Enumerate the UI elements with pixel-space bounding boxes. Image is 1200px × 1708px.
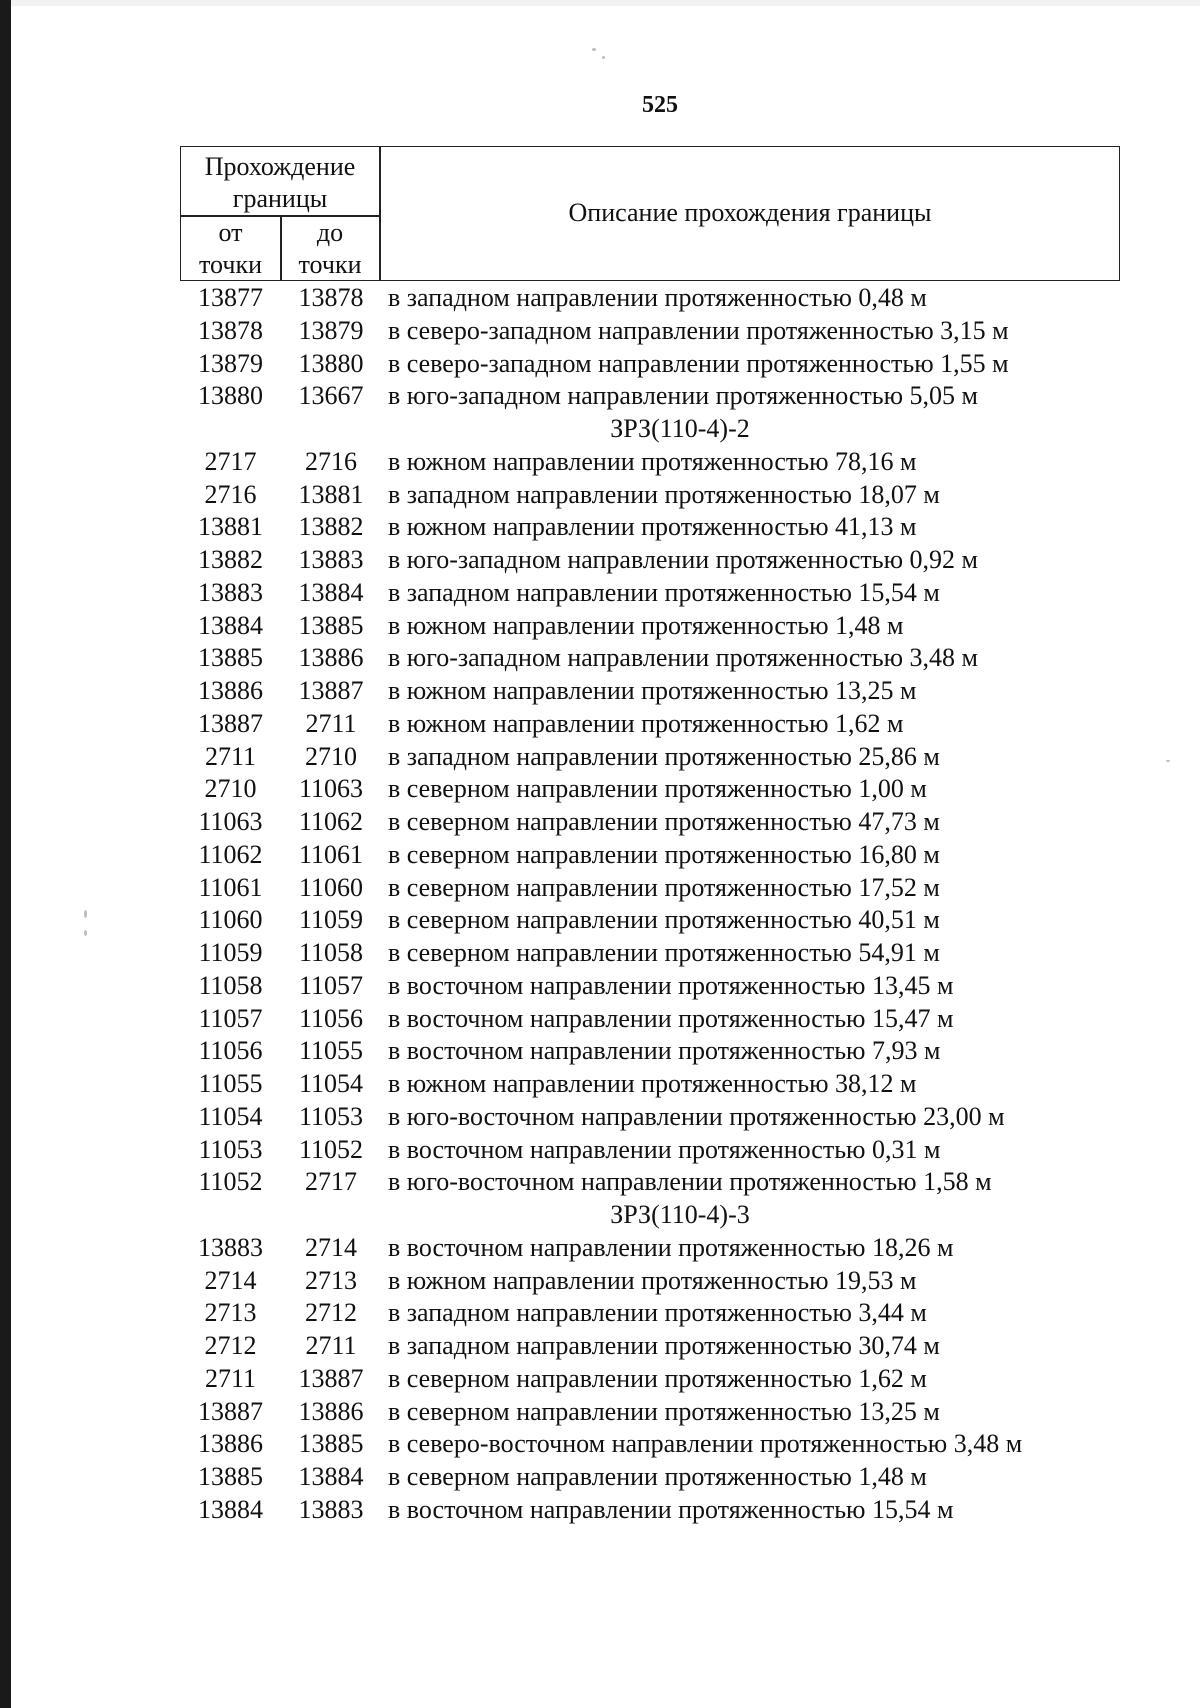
table-row: [180, 1461, 1120, 1494]
to-point: 13887: [298, 1363, 364, 1393]
boundary-description: в юго-западном направлении протяженностью 0,92 м: [388, 545, 978, 574]
from-point: 11052: [198, 1167, 263, 1197]
to-point: 2717: [305, 1167, 357, 1197]
boundary-description: в южном направлении протяженностью 1,62 м: [388, 708, 904, 738]
table-row: [180, 937, 1120, 970]
boundary-description: в северном направлении протяженностью 1,62 м: [388, 1363, 927, 1393]
table-row: [180, 708, 1120, 741]
from-point: 13880: [198, 381, 263, 411]
boundary-description: в северном направлении протяженностью 1,48 м: [388, 1462, 927, 1491]
from-point: 13885: [198, 1462, 263, 1491]
table-row: [180, 282, 1120, 315]
section-heading: ЗРЗ(110-4)-3: [610, 1200, 750, 1229]
boundary-description: в юго-восточном направлении протяженностью 23,00 м: [388, 1101, 1005, 1131]
to-point: 2713: [305, 1265, 357, 1295]
from-point: 2711: [204, 1363, 257, 1393]
boundary-description: в северо-западном направлении протяженностью 3,15 м: [388, 315, 1009, 345]
from-point: 11055: [198, 1069, 263, 1098]
from-point: 13878: [198, 315, 263, 345]
to-point: 13879: [298, 315, 364, 345]
to-point: 13887: [298, 676, 364, 705]
from-point: 11054: [198, 1101, 263, 1131]
from-point: 11059: [198, 938, 263, 967]
to-point: 11062: [298, 807, 364, 836]
to-point: 11054: [298, 1069, 364, 1098]
table-row: [180, 773, 1120, 806]
from-point: 11060: [198, 905, 263, 935]
boundary-description: в юго-западном направлении протяженностью 3,48 м: [388, 643, 978, 673]
table-row: [180, 511, 1120, 544]
table-row: [180, 1166, 1120, 1199]
boundary-description: в северо-западном направлении протяженностью 1,55 м: [388, 348, 1009, 378]
to-point: 13882: [298, 512, 364, 542]
boundary-description: в юго-восточном направлении протяженностью 1,58 м: [388, 1167, 992, 1197]
from-point: 11057: [198, 1003, 263, 1033]
from-point: 11061: [198, 872, 263, 902]
boundary-description: в южном направлении протяженностью 13,25 м: [388, 676, 917, 705]
boundary-description: в северном направлении протяженностью 17,52 м: [388, 872, 940, 902]
from-point: 2713: [204, 1298, 257, 1328]
boundary-description: в западном направлении протяженностью 0,48 м: [388, 283, 927, 312]
boundary-description: в северном направлении протяженностью 40,51 м: [388, 905, 940, 935]
to-point: 11053: [298, 1101, 364, 1131]
from-point: 13883: [198, 1232, 263, 1262]
table-row: [180, 642, 1120, 675]
boundary-description: в восточном направлении протяженностью 18,26 м: [388, 1232, 954, 1262]
scan-speck: [592, 48, 596, 51]
section-heading: ЗРЗ(110-4)-2: [610, 414, 750, 443]
table-row: [180, 544, 1120, 577]
header-passage: Прохождение границы: [204, 152, 356, 213]
table-row: [180, 1428, 1120, 1461]
to-point: 13885: [298, 610, 364, 640]
scan-speck: [84, 910, 87, 918]
to-point: 11056: [298, 1003, 364, 1033]
to-point: 11061: [298, 839, 364, 869]
to-point: 2716: [305, 446, 357, 476]
boundary-description: в западном направлении протяженностью 30,74 м: [388, 1331, 940, 1360]
from-point: 13886: [198, 676, 263, 705]
boundary-description: в северо-восточном направлении протяженностью 3,48 м: [388, 1429, 1023, 1459]
table-header: [180, 146, 1120, 281]
table-row: [180, 1297, 1120, 1330]
from-point: 2712: [204, 1331, 257, 1360]
from-point: 13879: [198, 348, 263, 378]
boundary-description: в западном направлении протяженностью 15,54 м: [388, 577, 940, 607]
to-point: 2712: [305, 1298, 357, 1328]
to-point: 11055: [298, 1036, 364, 1066]
to-point: 13885: [298, 1429, 364, 1459]
to-point: 13884: [298, 577, 364, 607]
table-body: [180, 282, 1120, 1527]
table-row: [180, 1396, 1120, 1429]
to-point: 11063: [298, 774, 364, 804]
from-point: 13877: [198, 283, 263, 312]
from-point: 13883: [198, 577, 263, 607]
boundary-description: в южном направлении протяженностью 19,53 м: [388, 1265, 917, 1295]
table-row: [180, 1134, 1120, 1167]
boundary-description: в южном направлении протяженностью 38,12 м: [388, 1069, 917, 1098]
table-row: [180, 1330, 1120, 1363]
to-point: 11059: [298, 905, 364, 935]
to-point: 13883: [298, 545, 364, 574]
boundary-description: в восточном направлении протяженностью 15,54 м: [388, 1494, 954, 1524]
table-row: [180, 446, 1120, 479]
table-row: [180, 839, 1120, 872]
header-from: от точки: [199, 218, 262, 279]
boundary-description: в южном направлении протяженностью 78,16 м: [388, 446, 917, 476]
table-row: [180, 904, 1120, 937]
from-point: 2710: [204, 774, 257, 804]
to-point: 13886: [298, 1396, 364, 1426]
to-point: 2711: [305, 1331, 357, 1360]
boundary-description: в северном направлении протяженностью 54,91 м: [388, 938, 940, 967]
boundary-description: в северном направлении протяженностью 47,73 м: [388, 807, 940, 836]
to-point: 13886: [298, 643, 364, 673]
from-point: 13882: [198, 545, 263, 574]
table-row: [180, 741, 1120, 774]
header-to: до точки: [298, 218, 362, 279]
boundary-description: в восточном направлении протяженностью 0,31 м: [388, 1134, 941, 1164]
from-point: 11053: [198, 1134, 263, 1164]
table-row: [180, 675, 1120, 708]
boundary-description: в северном направлении протяженностью 1,00 м: [388, 774, 927, 804]
table-row: [180, 1494, 1120, 1527]
scan-speck: [602, 56, 605, 59]
table-row: [180, 577, 1120, 610]
from-point: 13881: [198, 512, 263, 542]
from-point: 11063: [198, 807, 263, 836]
from-point: 13887: [198, 1396, 263, 1426]
table-row: [180, 1101, 1120, 1134]
from-point: 13884: [198, 610, 263, 640]
from-point: 11062: [198, 839, 263, 869]
to-point: 11058: [298, 938, 364, 967]
to-point: 13878: [298, 283, 364, 312]
to-point: 2711: [305, 708, 357, 738]
table-row: [180, 1232, 1120, 1265]
table-row: [180, 970, 1120, 1003]
table-row: [180, 1068, 1120, 1101]
from-point: 2717: [204, 446, 257, 476]
scan-speck: [1166, 760, 1170, 762]
from-point: 2716: [204, 479, 257, 509]
from-point: 13885: [198, 643, 263, 673]
page-number: 525: [642, 92, 678, 118]
boundary-description: в восточном направлении протяженностью 7,93 м: [388, 1036, 941, 1066]
table-row: [180, 806, 1120, 839]
header-description: Описание прохождения границы: [568, 198, 932, 227]
to-point: 2710: [305, 741, 357, 771]
to-point: 13883: [298, 1494, 364, 1524]
table-row: [180, 380, 1120, 413]
table-row: [180, 872, 1120, 905]
table-row: [180, 479, 1120, 512]
to-point: 13667: [298, 381, 364, 411]
boundary-description: в северном направлении протяженностью 16,80 м: [388, 839, 940, 869]
boundary-description: в юго-западном направлении протяженностью 5,05 м: [388, 381, 978, 411]
from-point: 11056: [198, 1036, 263, 1066]
to-point: 13881: [298, 479, 364, 509]
boundary-description: в южном направлении протяженностью 1,48 м: [388, 610, 904, 640]
from-point: 13887: [198, 708, 263, 738]
table-row: [180, 1363, 1120, 1396]
boundary-description: в западном направлении протяженностью 25,86 м: [388, 741, 940, 771]
from-point: 2711: [204, 741, 257, 771]
to-point: 13880: [298, 348, 364, 378]
from-point: 13886: [198, 1429, 263, 1459]
boundary-description: в южном направлении протяженностью 41,13 м: [388, 512, 917, 542]
boundary-description: в западном направлении протяженностью 18,07 м: [388, 479, 940, 509]
to-point: 11052: [298, 1134, 364, 1164]
to-point: 11057: [298, 970, 364, 1000]
table-row: [180, 1265, 1120, 1298]
scan-left-edge: [0, 0, 11, 1708]
to-point: 2714: [305, 1232, 357, 1262]
boundary-description: в северном направлении протяженностью 13,25 м: [388, 1396, 940, 1426]
table-row: [180, 1035, 1120, 1068]
from-point: 11058: [198, 970, 263, 1000]
table-row: [180, 348, 1120, 381]
to-point: 11060: [298, 872, 364, 902]
scan-speck: [84, 930, 87, 936]
boundary-description: в восточном направлении протяженностью 13,45 м: [388, 970, 954, 1000]
from-point: 2714: [204, 1265, 257, 1295]
table-row: [180, 315, 1120, 348]
table-row: [180, 1003, 1120, 1036]
boundary-description: в западном направлении протяженностью 3,44 м: [388, 1298, 927, 1328]
table-row: [180, 610, 1120, 643]
from-point: 13884: [198, 1494, 263, 1524]
to-point: 13884: [298, 1462, 364, 1491]
boundary-description: в восточном направлении протяженностью 15,47 м: [388, 1003, 954, 1033]
scan-top-edge: [0, 0, 1200, 6]
